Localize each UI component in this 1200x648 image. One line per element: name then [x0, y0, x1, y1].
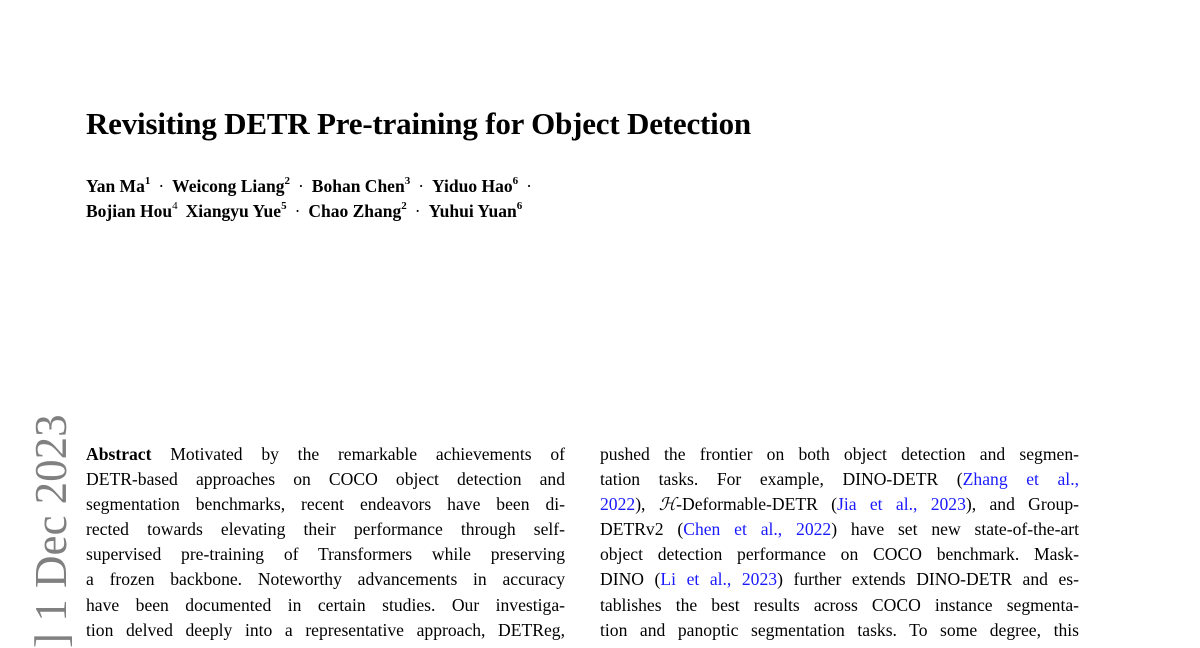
abstract-line: supervised pre-training of Transformers while preserving [86, 544, 565, 565]
author-name: Bojian Hou [86, 201, 173, 221]
body-text: ), [635, 494, 659, 515]
affiliation-marker: 5 [281, 200, 287, 213]
body-line: pushed the frontier on both object detection and segmen- [600, 444, 1079, 464]
affiliation-marker: 2 [401, 200, 407, 213]
citation-link-chen[interactable]: Chen et al., 2022 [683, 519, 832, 540]
author-line-1 [86, 174, 532, 199]
abstract-heading: Abstract [86, 444, 152, 464]
body-line [600, 492, 1079, 517]
author-separator: · [297, 176, 304, 196]
author-bohan-chen [312, 176, 410, 196]
abstract-text: Motivated by the remarkable achievements of [170, 444, 565, 464]
body-text: -Deformable-DETR ( [676, 494, 838, 515]
author-bojian-hou [86, 201, 178, 221]
calligraphic-h-symbol: ℋ [658, 494, 677, 515]
body-text: ) have set new state-of-the-art [831, 519, 1079, 540]
body-text: ) further extends DINO-DETR and es- [777, 569, 1079, 590]
abstract-line: tion delved deeply into a representative approach, DETReg, [86, 619, 565, 640]
author-name: Xiangyu Yue [185, 201, 282, 221]
author-line-2 [86, 199, 532, 224]
author-name: Yan Ma [86, 176, 145, 196]
author-name: Weicong Liang [172, 176, 285, 196]
author-name: Chao Zhang [308, 201, 402, 221]
body-text: tation tasks. For example, DINO-DETR ( [600, 469, 963, 490]
citation-link-zhang-year[interactable]: 2022 [600, 494, 636, 515]
body-line [600, 517, 1079, 542]
author-name: Yuhui Yuan [428, 201, 517, 221]
author-yan-ma [86, 176, 150, 196]
affiliation-marker: 3 [404, 175, 411, 188]
abstract-line: a frozen backbone. Noteworthy advancements in accuracy [86, 569, 565, 590]
abstract-line [86, 442, 565, 467]
abstract-line: have been documented in certain studies. Our investiga- [86, 594, 565, 615]
citation-link-jia[interactable]: Jia et al., 2023 [837, 494, 966, 515]
author-yiduo-hao [432, 176, 518, 196]
affiliation-marker: 1 [144, 175, 151, 188]
author-separator: · [294, 201, 301, 221]
body-line: object detection performance on COCO benchmark. Mask- [600, 544, 1079, 565]
arxiv-side-stamp: ] 1 Dec 2023 [26, 414, 76, 648]
author-separator: · [526, 176, 532, 196]
body-text: ), and Group- [965, 494, 1079, 515]
body-line [600, 567, 1079, 592]
body-line: tion and panoptic segmentation tasks. To some degree, this [600, 619, 1079, 640]
abstract-line: rected towards elevating their performance through self- [86, 519, 565, 540]
affiliation-marker: 4 [172, 200, 178, 213]
author-chao-zhang [308, 201, 406, 221]
citation-link-li[interactable]: Li et al., 2023 [660, 569, 778, 590]
body-line: tablishes the best results across COCO instance segmenta- [600, 594, 1079, 615]
paper-title: Revisiting DETR Pre-training for Object Detection [86, 106, 751, 141]
author-weicong-liang [172, 176, 290, 196]
author-separator: · [414, 201, 421, 221]
author-separator: · [158, 176, 165, 196]
author-name: Yiduo Hao [432, 176, 513, 196]
body-text: DETRv2 ( [600, 519, 684, 540]
abstract-line: segmentation benchmarks, recent endeavors have been di- [86, 494, 565, 515]
body-line [600, 467, 1079, 492]
intro-column [600, 442, 1079, 643]
affiliation-marker: 6 [512, 175, 519, 188]
author-name: Bohan Chen [311, 176, 405, 196]
abstract-line: DETR-based approaches on COCO object detection and [86, 469, 565, 490]
author-separator: · [418, 176, 425, 196]
citation-link-zhang[interactable]: Zhang et al., [962, 469, 1079, 490]
affiliation-marker: 2 [284, 175, 290, 188]
affiliation-marker: 6 [516, 200, 523, 213]
author-yuhui-yuan [429, 201, 523, 221]
author-xiangyu-yue [186, 201, 287, 221]
author-list [86, 174, 532, 224]
body-text: DINO ( [600, 569, 661, 590]
abstract-column [86, 442, 565, 643]
